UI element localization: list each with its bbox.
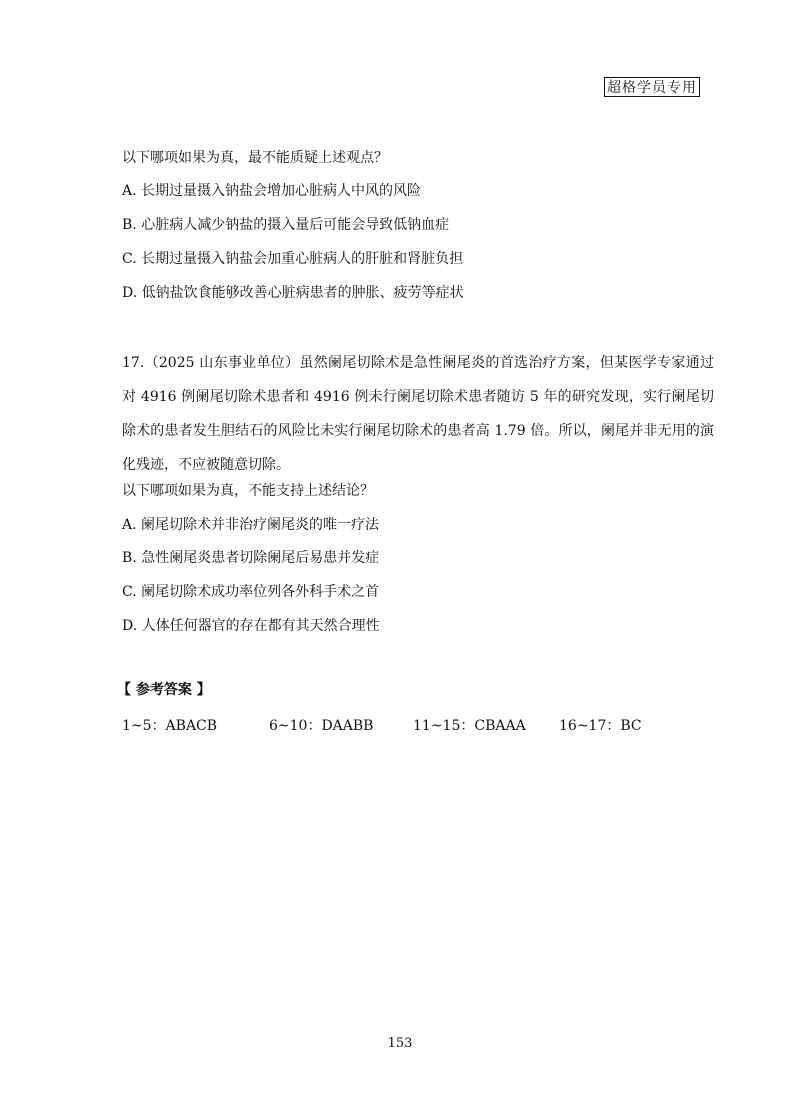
question-17-paragraph: 17.（2025 山东事业单位）虽然阑尾切除术是急性阑尾炎的首选治疗方案，但某医学专家通过对 4916 例阑尾切除术患者和 4916 例未行阑尾切除术患者随访 5 年的研究发现，实行阑尾切除术的患者发生胆结石的风险比未实行阑尾切除术的患者高 1.79 倍。所以，阑尾并非无用的演化残迹，不应被随意切除。 bbox=[122, 355, 714, 473]
question-17-option-a: A. 阑尾切除术并非治疗阑尾炎的唯一疗法 bbox=[122, 517, 380, 533]
question-17-option-b: B. 急性阑尾炎患者切除阑尾后易患并发症 bbox=[122, 550, 380, 566]
answer-key-row bbox=[122, 716, 682, 736]
answer-group-1: 1~5：ABACB bbox=[122, 718, 218, 734]
question-17-option-c: C. 阑尾切除术成功率位列各外科手术之首 bbox=[122, 584, 380, 600]
question-16-option-b: B. 心脏病人减少钠盐的摄入量后可能会导致低钠血症 bbox=[122, 217, 450, 233]
question-16-option-a: A. 长期过量摄入钠盐会增加心脏病人中风的风险 bbox=[122, 183, 422, 199]
answer-group-4: 16~17：BC bbox=[559, 718, 642, 734]
question-16-stem: 以下哪项如果为真，最不能质疑上述观点？ bbox=[122, 150, 388, 166]
answer-group-2: 6~10：DAABB bbox=[269, 718, 374, 734]
question-16-option-d: D. 低钠盐饮食能够改善心脏病患者的肿胀、疲劳等症状 bbox=[122, 285, 464, 301]
question-17-stem: 以下哪项如果为真，不能支持上述结论？ bbox=[122, 483, 374, 499]
header-badge: 超格学员专用 bbox=[604, 77, 700, 97]
answer-group-3: 11~15：CBAAA bbox=[413, 718, 526, 734]
question-17-option-d: D. 人体任何器官的存在都有其天然合理性 bbox=[122, 618, 380, 634]
answer-key-title: 【 参考答案 】 bbox=[117, 682, 211, 698]
question-16-option-c: C. 长期过量摄入钠盐会加重心脏病人的肝脏和肾脏负担 bbox=[122, 251, 464, 267]
page-number: 153 bbox=[387, 1036, 413, 1051]
